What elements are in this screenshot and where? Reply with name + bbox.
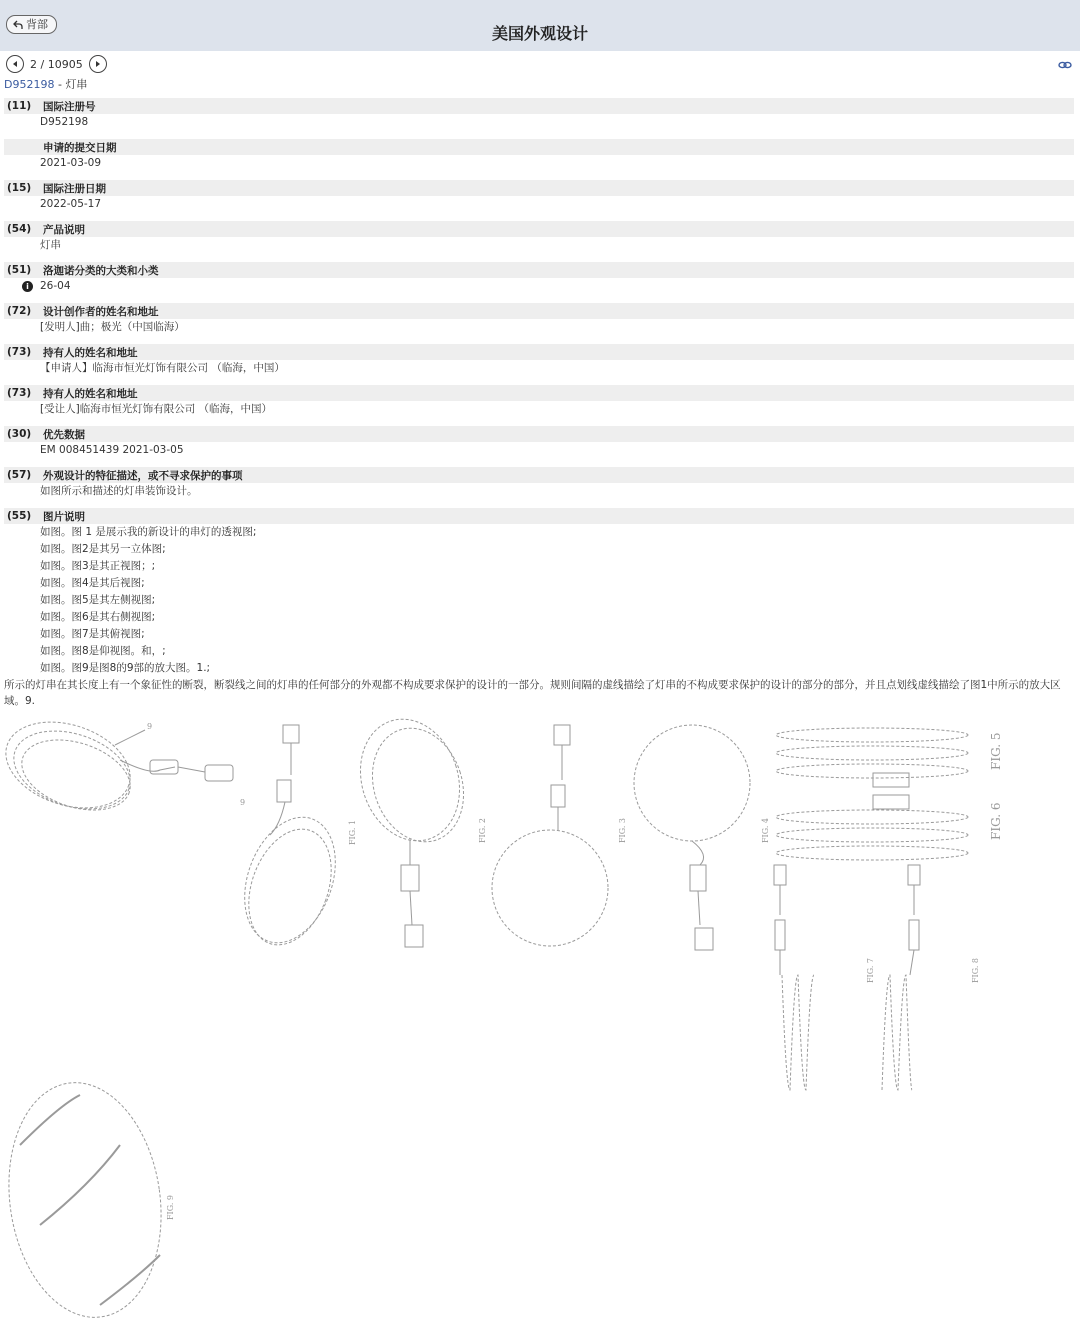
description-line: 如图。图8是仰视图。和，;: [40, 645, 166, 657]
caret-right-icon: [94, 60, 102, 68]
fig9-drawing: [0, 1073, 176, 1328]
description-line: 如图。图9是图8的9部的放大图。1.;: [40, 662, 211, 674]
fig4-drawing: [492, 725, 608, 946]
back-button-label: 背部: [26, 18, 48, 31]
field-value: [发明人]曲；极光（中国临海）: [40, 321, 185, 333]
field-code: (51): [7, 264, 32, 276]
description-line: 如图。图6是其右侧视图;: [40, 611, 156, 623]
pager-text: 2 / 10905: [30, 57, 83, 71]
field-registration-date: [4, 180, 1074, 221]
info-icon[interactable]: i: [22, 281, 33, 292]
field-label: 洛迦诺分类的大类和小类: [43, 264, 159, 277]
fig-label-9: FIG. 9: [166, 1195, 175, 1220]
field-label: 国际注册日期: [43, 182, 106, 195]
field-code: (30): [7, 428, 32, 440]
field-code: (54): [7, 223, 32, 235]
field-value: D952198: [40, 116, 89, 128]
fig-label-5: FIG. 5: [989, 732, 1003, 770]
figure-description-lines: [4, 524, 1074, 677]
fig1-drawing: [0, 715, 233, 823]
fig-label-7: FIG. 7: [866, 958, 875, 983]
field-label: 产品说明: [43, 223, 85, 236]
field-label: 持有人的姓名和地址: [43, 346, 138, 359]
page-title: 美国外观设计: [491, 24, 588, 43]
field-value: 灯串: [40, 239, 61, 251]
field-code: (57): [7, 469, 32, 481]
field-holder-applicant: [4, 344, 1074, 385]
field-code: (73): [7, 346, 32, 358]
field-registration-number: [4, 98, 1074, 139]
fig-label-4: FIG. 4: [761, 818, 770, 843]
field-filing-date: [4, 139, 1074, 180]
fig5-drawing: [634, 725, 750, 950]
field-value: 26-04: [40, 280, 71, 292]
fig3-drawing: [345, 715, 478, 947]
field-label: 外观设计的特征描述，或不寻求保护的事项: [43, 469, 243, 482]
prev-button[interactable]: [6, 55, 24, 73]
field-value: 【申请人】临海市恒光灯饰有限公司 （临海，中国）: [40, 362, 285, 374]
field-label: 优先数据: [43, 428, 85, 441]
description-line: 如图。图 1 是展示我的新设计的串灯的透视图;: [40, 526, 257, 538]
description-line: 如图。图5是其左侧视图;: [40, 594, 156, 606]
field-value: 如图所示和描述的灯串装饰设计。: [40, 485, 198, 497]
description-line: 如图。图4是其后视图;: [40, 577, 145, 589]
patent-drawings: [0, 715, 1080, 1331]
description-paragraph: 所示的灯串在其长度上有一个象征性的断裂，断裂线之间的灯串的任何部分的外观都不构成要求保护的设计的一部分。规则间隔的虚线描绘了灯串的不构成要求保护的设计的部分的部分，并且点划线虚线描绘了图1中所示的放大区域。9.: [4, 679, 1061, 707]
fig5-6-drawing: [776, 728, 968, 860]
field-designer: [4, 303, 1074, 344]
description-line: 如图。图3是其正视图；;: [40, 560, 156, 572]
field-locarno-class: [4, 262, 1074, 303]
field-priority-data: [4, 426, 1074, 467]
field-holder-assignee: [4, 385, 1074, 426]
pager: [6, 55, 107, 73]
link-icon[interactable]: [1058, 60, 1072, 70]
field-value-row: [4, 278, 1074, 295]
header-bar: [0, 0, 1080, 51]
field-code: (55): [7, 510, 32, 522]
field-value: [受让人]临海市恒光灯饰有限公司 （临海，中国）: [40, 403, 273, 415]
fig-label-2: FIG. 2: [478, 818, 487, 843]
fig2-drawing: [228, 725, 351, 956]
next-button[interactable]: [89, 55, 107, 73]
fields-list: [4, 98, 1074, 709]
fig-label-1: FIG. 1: [348, 820, 357, 845]
record-separator: -: [54, 78, 66, 91]
field-value: 2022-05-17: [40, 198, 102, 210]
field-code: (11): [7, 100, 32, 112]
field-design-features: [4, 467, 1074, 508]
fig-label-6: FIG. 6: [989, 802, 1003, 840]
ref-numeral: 9: [147, 722, 153, 731]
record-name: 灯串: [65, 78, 88, 91]
field-label: 图片说明: [43, 510, 85, 523]
field-code: (73): [7, 387, 32, 399]
fig-label-8: FIG. 8: [971, 958, 980, 983]
field-label: 持有人的姓名和地址: [43, 387, 138, 400]
record-id-link[interactable]: D952198: [4, 78, 55, 91]
fig-label-3: FIG. 3: [618, 818, 627, 843]
fig8-drawing: [882, 865, 920, 1090]
fig7-drawing: [774, 865, 814, 1090]
field-figure-description: [4, 508, 1074, 709]
field-product-description: [4, 221, 1074, 262]
field-label: 设计创作者的姓名和地址: [43, 305, 159, 318]
description-line: 如图。图7是其俯视图;: [40, 628, 145, 640]
ref-numeral: 9: [240, 798, 246, 807]
field-value: 2021-03-09: [40, 157, 102, 169]
field-label: 申请的提交日期: [43, 141, 117, 154]
description-line: 如图。图2是其另一立体图;: [40, 543, 166, 555]
field-code: (72): [7, 305, 32, 317]
record-subtitle: [4, 76, 87, 92]
field-label: 国际注册号: [43, 100, 96, 113]
field-value: EM 008451439 2021-03-05: [40, 444, 184, 456]
field-code: (15): [7, 182, 32, 194]
caret-left-icon: [11, 60, 19, 68]
